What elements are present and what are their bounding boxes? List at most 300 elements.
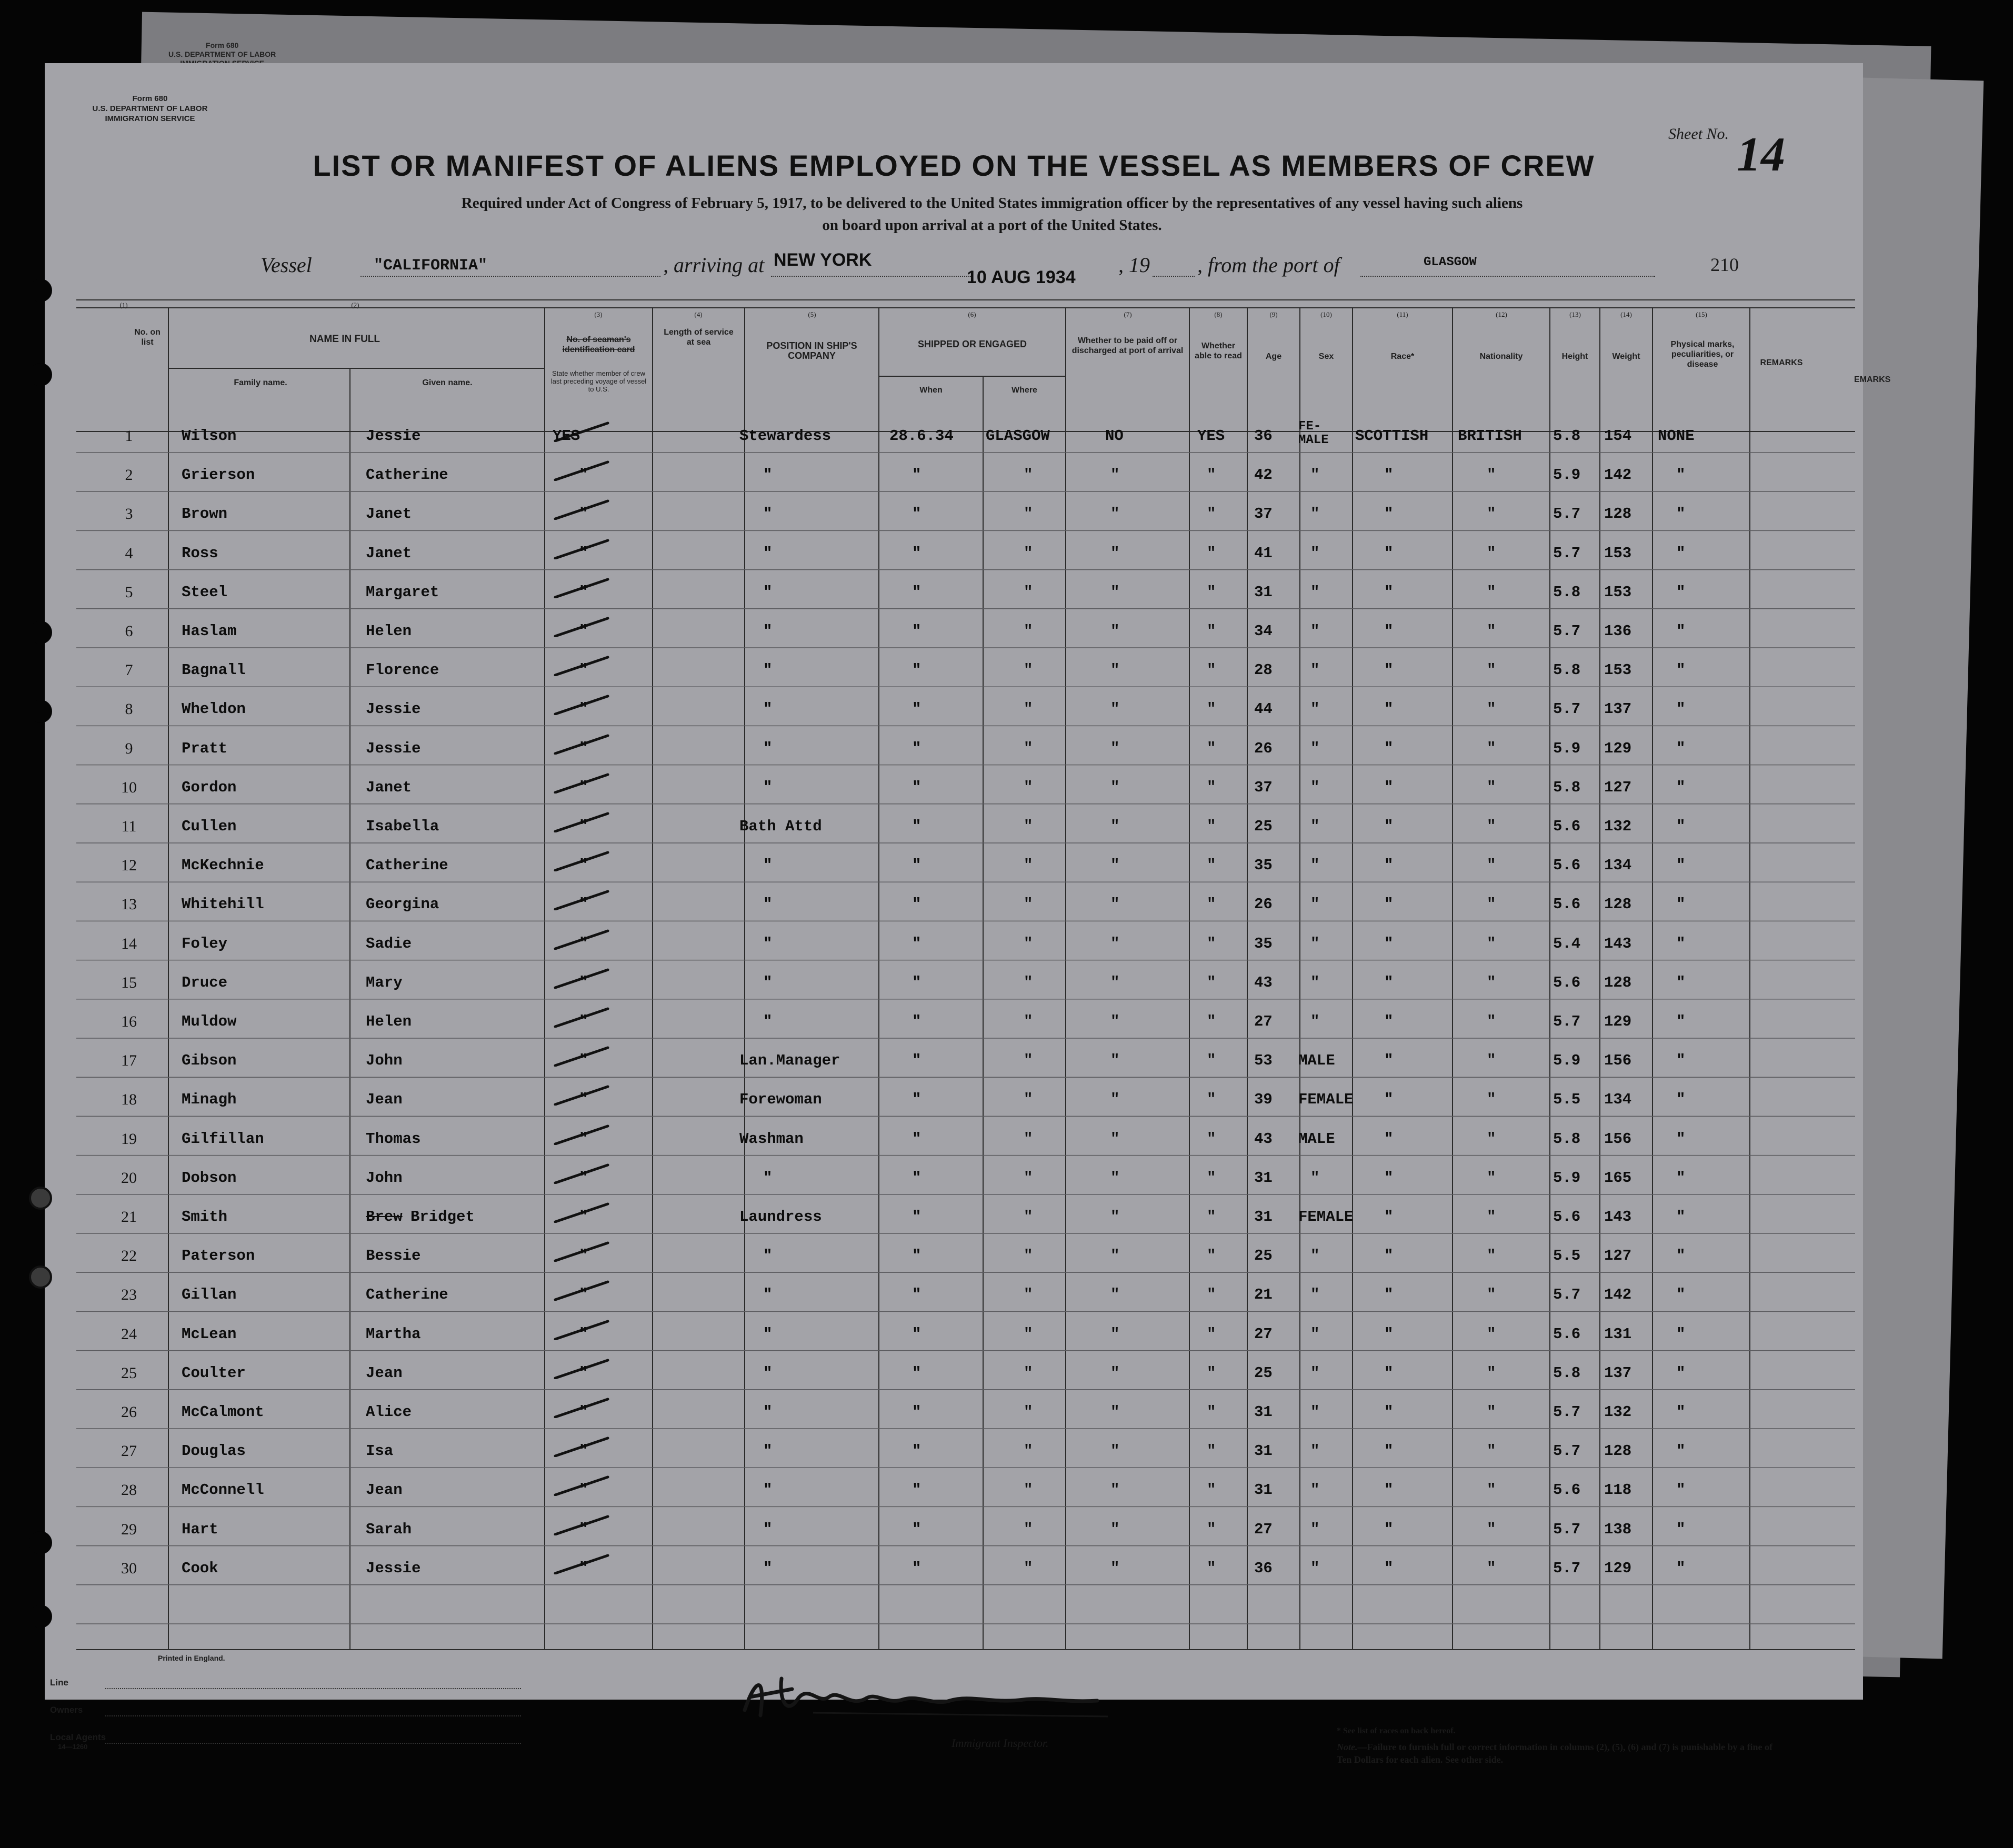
sheet-no-label: Sheet No. xyxy=(1668,125,1729,143)
shipped-where: " xyxy=(1024,739,1033,757)
shipped-when: " xyxy=(912,1559,922,1577)
shipped-where: " xyxy=(1024,1559,1033,1577)
shipped-where: " xyxy=(1024,935,1033,952)
sex: " xyxy=(1310,1403,1320,1421)
physical-marks: " xyxy=(1676,739,1686,757)
paid-off: " xyxy=(1110,1091,1120,1109)
height: 5.6 xyxy=(1553,973,1581,991)
race: " xyxy=(1384,1130,1394,1148)
table-row xyxy=(76,1163,1834,1202)
back-form-dept: U.S. DEPARTMENT OF LABOR xyxy=(168,50,276,58)
position: " xyxy=(763,739,773,757)
table-row xyxy=(76,1358,1834,1397)
col-number: (13) xyxy=(1569,310,1581,318)
owners-label: Owners xyxy=(50,1705,83,1715)
table-row xyxy=(76,772,1834,811)
physical-marks: " xyxy=(1676,622,1686,640)
punch-hole xyxy=(29,1266,52,1289)
paid-off: " xyxy=(1110,818,1120,835)
shipped-where: " xyxy=(1024,973,1033,991)
row-number: 11 xyxy=(121,818,137,835)
table-row xyxy=(76,694,1834,733)
nationality: " xyxy=(1487,1052,1496,1070)
position: " xyxy=(763,857,773,875)
sex: FEMALE xyxy=(1298,1091,1354,1109)
arrival-date-stamp: 10 AUG 1934 xyxy=(967,267,1076,287)
shipped-when: " xyxy=(912,1169,922,1187)
weight: 128 xyxy=(1604,505,1632,523)
table-row xyxy=(76,1280,1834,1319)
weight: 142 xyxy=(1604,1286,1632,1304)
col-number: (6) xyxy=(968,310,976,318)
family-name: Gibson xyxy=(182,1052,237,1070)
physical-marks: " xyxy=(1676,818,1686,835)
col-number: (4) xyxy=(694,310,703,318)
previous-voyage: " xyxy=(579,818,588,835)
vessel-name: "CALIFORNIA" xyxy=(374,257,488,275)
weight: 128 xyxy=(1604,973,1632,991)
position: " xyxy=(763,1247,773,1265)
age: 25 xyxy=(1254,818,1273,835)
position: Forewoman xyxy=(739,1091,822,1109)
weight: 154 xyxy=(1604,427,1632,445)
sex: " xyxy=(1310,1520,1320,1538)
row-number: 29 xyxy=(121,1520,137,1538)
age: 31 xyxy=(1254,1169,1273,1187)
age: 41 xyxy=(1254,544,1273,562)
row-number: 13 xyxy=(121,896,137,913)
races-note: * See list of races on back hereof. xyxy=(1337,1726,1456,1735)
able-to-read: " xyxy=(1207,896,1216,913)
position: " xyxy=(763,1403,773,1421)
height: 5.6 xyxy=(1553,1208,1581,1226)
page-subtitle xyxy=(255,192,1729,236)
shipped-where: " xyxy=(1024,818,1033,835)
nationality: " xyxy=(1487,1247,1496,1265)
race: " xyxy=(1384,935,1394,952)
given-name: Helen xyxy=(366,622,412,640)
previous-voyage: " xyxy=(579,1481,588,1499)
paid-off: " xyxy=(1110,700,1120,718)
given-name: Jessie xyxy=(366,427,421,445)
age: 53 xyxy=(1254,1052,1273,1070)
nationality: " xyxy=(1487,778,1496,796)
form-code: 14—1260 xyxy=(58,1743,88,1751)
race: " xyxy=(1384,505,1394,523)
given-name: Georgina xyxy=(366,896,439,913)
previous-voyage: " xyxy=(579,1091,588,1109)
height: 5.6 xyxy=(1553,818,1581,835)
physical-marks: " xyxy=(1676,1364,1686,1382)
given-name: Bessie xyxy=(366,1247,421,1265)
punch-hole xyxy=(29,1187,52,1210)
line-field xyxy=(105,1688,521,1689)
shipped-when: " xyxy=(912,1286,922,1304)
table-row xyxy=(76,1553,1834,1592)
family-name: Brown xyxy=(182,505,228,523)
previous-voyage: " xyxy=(579,1052,588,1070)
shipped-when: " xyxy=(912,1520,922,1538)
age: 35 xyxy=(1254,857,1273,875)
physical-marks: " xyxy=(1676,857,1686,875)
nationality: " xyxy=(1487,1364,1496,1382)
col-number: (3) xyxy=(594,310,603,318)
family-name: McKechnie xyxy=(182,857,264,875)
shipped-where: " xyxy=(1024,466,1033,484)
paid-off: " xyxy=(1110,1208,1120,1226)
position: " xyxy=(763,778,773,796)
family-name: Pratt xyxy=(182,739,228,757)
age: 31 xyxy=(1254,583,1273,601)
race: " xyxy=(1384,896,1394,913)
col-number: (15) xyxy=(1696,310,1707,318)
paid-off: " xyxy=(1110,1052,1120,1070)
able-to-read: " xyxy=(1207,1208,1216,1226)
sex: " xyxy=(1310,778,1320,796)
age: 36 xyxy=(1254,427,1273,445)
shipped-when: " xyxy=(912,1247,922,1265)
given-name: Catherine xyxy=(366,857,448,875)
weight: 153 xyxy=(1604,583,1632,601)
sex: " xyxy=(1310,1481,1320,1499)
table-row xyxy=(76,538,1834,577)
shipped-where: " xyxy=(1024,1091,1033,1109)
age: 37 xyxy=(1254,778,1273,796)
race: " xyxy=(1384,1403,1394,1421)
header-race: Race* xyxy=(1390,352,1415,361)
able-to-read: " xyxy=(1207,973,1216,991)
shipped-where: " xyxy=(1024,622,1033,640)
physical-marks: " xyxy=(1676,1403,1686,1421)
department: U.S. DEPARTMENT OF LABOR xyxy=(92,104,208,113)
age: 31 xyxy=(1254,1403,1273,1421)
fine-note xyxy=(1337,1741,1789,1766)
table-row xyxy=(76,1397,1834,1436)
shipped-when: " xyxy=(912,1364,922,1382)
shipped-where: " xyxy=(1024,661,1033,679)
shipped-where: " xyxy=(1024,1403,1033,1421)
race: " xyxy=(1384,818,1394,835)
family-name: Gillan xyxy=(182,1286,237,1304)
sex: FEMALE xyxy=(1298,1208,1354,1226)
weight: 128 xyxy=(1604,896,1632,913)
height: 5.8 xyxy=(1553,661,1581,679)
punch-hole xyxy=(29,621,52,644)
position: " xyxy=(763,466,773,484)
position: " xyxy=(763,896,773,913)
punch-hole xyxy=(29,363,52,386)
family-name: Coulter xyxy=(182,1364,246,1382)
weight: 128 xyxy=(1604,1442,1632,1460)
shipped-where: " xyxy=(1024,1052,1033,1070)
position: " xyxy=(763,1364,773,1382)
position: Lan.Manager xyxy=(739,1052,840,1070)
height: 5.9 xyxy=(1553,466,1581,484)
punch-hole xyxy=(29,279,52,302)
sex: " xyxy=(1310,1286,1320,1304)
height: 5.8 xyxy=(1553,1130,1581,1148)
table-row xyxy=(76,499,1834,538)
able-to-read: " xyxy=(1207,857,1216,875)
paid-off: " xyxy=(1110,1442,1120,1460)
header-shipped: SHIPPED OR ENGAGED xyxy=(917,339,1027,349)
paid-off: " xyxy=(1110,1130,1120,1148)
paid-off: " xyxy=(1110,778,1120,796)
age: 21 xyxy=(1254,1286,1273,1304)
row-number: 3 xyxy=(125,505,133,523)
able-to-read: " xyxy=(1207,622,1216,640)
nationality: " xyxy=(1487,896,1496,913)
race: " xyxy=(1384,857,1394,875)
race: " xyxy=(1384,1013,1394,1030)
physical-marks: " xyxy=(1676,700,1686,718)
position: " xyxy=(763,1286,773,1304)
nationality: " xyxy=(1487,622,1496,640)
race: " xyxy=(1384,1364,1394,1382)
race: " xyxy=(1384,1481,1394,1499)
position: " xyxy=(763,1520,773,1538)
given-name: Mary xyxy=(366,973,403,991)
age: 28 xyxy=(1254,661,1273,679)
sex: " xyxy=(1310,661,1320,679)
shipped-when: " xyxy=(912,1403,922,1421)
shipped-when: " xyxy=(912,778,922,796)
nationality: " xyxy=(1487,1520,1496,1538)
physical-marks: " xyxy=(1676,1247,1686,1265)
header-no-on-list: No. on list xyxy=(134,328,161,347)
col-number: (9) xyxy=(1269,310,1278,318)
sex: " xyxy=(1310,973,1320,991)
shipped-where: " xyxy=(1024,1364,1033,1382)
sex: " xyxy=(1310,935,1320,952)
shipped-when: " xyxy=(912,466,922,484)
height: 5.7 xyxy=(1553,1442,1581,1460)
previous-voyage: " xyxy=(579,505,588,523)
shipped-where: " xyxy=(1024,1130,1033,1148)
position: " xyxy=(763,1442,773,1460)
position: " xyxy=(763,935,773,952)
nationality: " xyxy=(1487,661,1496,679)
position: " xyxy=(763,661,773,679)
shipped-where: " xyxy=(1024,700,1033,718)
paid-off: " xyxy=(1110,661,1120,679)
race: " xyxy=(1384,700,1394,718)
given-name: Janet xyxy=(366,778,412,796)
row-number: 12 xyxy=(121,857,137,875)
sex: " xyxy=(1310,739,1320,757)
table-row xyxy=(76,1084,1834,1123)
header-length-service: Length of service at sea xyxy=(664,328,734,347)
age: 31 xyxy=(1254,1208,1273,1226)
previous-voyage: " xyxy=(579,700,588,718)
year-label: , 19 xyxy=(1118,253,1150,277)
position: " xyxy=(763,583,773,601)
header-given-name: Given name. xyxy=(422,378,473,387)
col-number: (5) xyxy=(808,310,816,318)
given-name: Margaret xyxy=(366,583,439,601)
race: " xyxy=(1384,1442,1394,1460)
height: 5.9 xyxy=(1553,1169,1581,1187)
family-name: Haslam xyxy=(182,622,237,640)
header-name-in-full: NAME IN FULL xyxy=(309,334,380,345)
nationality: " xyxy=(1487,1169,1496,1187)
family-name: McLean xyxy=(182,1325,237,1343)
age: 44 xyxy=(1254,700,1273,718)
owners-field xyxy=(105,1715,521,1716)
row-number: 30 xyxy=(121,1559,137,1577)
nationality: " xyxy=(1487,1442,1496,1460)
position: " xyxy=(763,1559,773,1577)
weight: 137 xyxy=(1604,700,1632,718)
weight: 138 xyxy=(1604,1520,1632,1538)
nationality: " xyxy=(1487,973,1496,991)
height: 5.9 xyxy=(1553,1052,1581,1070)
weight: 143 xyxy=(1604,935,1632,952)
nationality: " xyxy=(1487,739,1496,757)
col-number: (11) xyxy=(1397,310,1408,318)
age: 27 xyxy=(1254,1325,1273,1343)
height: 5.5 xyxy=(1553,1247,1581,1265)
given-name: Jean xyxy=(366,1091,403,1109)
sex: " xyxy=(1310,583,1320,601)
table-row xyxy=(76,1007,1834,1046)
paid-off: " xyxy=(1110,505,1120,523)
table-row xyxy=(76,1241,1834,1280)
height: 5.7 xyxy=(1553,505,1581,523)
nationality: " xyxy=(1487,1130,1496,1148)
header-when: When xyxy=(919,386,943,395)
race: " xyxy=(1384,466,1394,484)
position: Stewardess xyxy=(739,427,832,445)
family-name: Whitehill xyxy=(182,896,264,913)
shipped-when: " xyxy=(912,935,922,952)
from-label: , from the port of xyxy=(1197,253,1340,277)
able-to-read: YES xyxy=(1197,427,1225,445)
local-agents-field xyxy=(105,1743,521,1744)
table-row xyxy=(76,1319,1834,1358)
physical-marks: " xyxy=(1676,1130,1686,1148)
shipped-where: " xyxy=(1024,505,1033,523)
given-name: Jessie xyxy=(366,739,421,757)
race: " xyxy=(1384,1208,1394,1226)
shipped-when: " xyxy=(912,818,922,835)
service: IMMIGRATION SERVICE xyxy=(105,114,195,123)
race: " xyxy=(1384,778,1394,796)
table-row xyxy=(76,460,1834,499)
col-number: (14) xyxy=(1620,310,1632,318)
given-name: Alice xyxy=(366,1403,412,1421)
row-number: 4 xyxy=(125,544,133,562)
back-form-number: Form 680 xyxy=(206,41,239,49)
previous-voyage: " xyxy=(579,1169,588,1187)
family-name: Wheldon xyxy=(182,700,246,718)
physical-marks: " xyxy=(1676,1052,1686,1070)
physical-marks: " xyxy=(1676,1520,1686,1538)
able-to-read: " xyxy=(1207,1091,1216,1109)
given-name: Helen xyxy=(366,1013,412,1030)
previous-voyage: " xyxy=(579,1286,588,1304)
race: " xyxy=(1384,1169,1394,1187)
vessel-label: Vessel xyxy=(261,253,312,277)
weight: 134 xyxy=(1604,857,1632,875)
col-number: (10) xyxy=(1320,310,1332,318)
physical-marks: " xyxy=(1676,778,1686,796)
age: 37 xyxy=(1254,505,1273,523)
age: 26 xyxy=(1254,896,1273,913)
physical-marks: " xyxy=(1676,1325,1686,1343)
table-row xyxy=(76,1514,1834,1553)
form-number: Form 680 xyxy=(132,94,168,103)
shipped-where: " xyxy=(1024,896,1033,913)
row-number: 21 xyxy=(121,1208,137,1226)
race: " xyxy=(1384,622,1394,640)
family-name: McConnell xyxy=(182,1481,264,1499)
able-to-read: " xyxy=(1207,1559,1216,1577)
position: " xyxy=(763,973,773,991)
row-number: 8 xyxy=(125,700,133,718)
weight: 118 xyxy=(1604,1481,1632,1499)
given-name: Catherine xyxy=(366,466,448,484)
shipped-when: " xyxy=(912,1130,922,1148)
previous-voyage: " xyxy=(579,896,588,913)
paid-off: " xyxy=(1110,1481,1120,1499)
given-name: Isa xyxy=(366,1442,394,1460)
sex: " xyxy=(1310,1442,1320,1460)
physical-marks: " xyxy=(1676,1481,1686,1499)
shipped-where: " xyxy=(1024,544,1033,562)
shipped-when: " xyxy=(912,505,922,523)
table-row xyxy=(76,1202,1834,1241)
physical-marks: " xyxy=(1676,466,1686,484)
punch-hole xyxy=(29,700,52,723)
weight: 142 xyxy=(1604,466,1632,484)
header-paid-off: Whether to be paid off or discharged at port of arrival xyxy=(1071,336,1184,355)
race: SCOTTISH xyxy=(1355,427,1429,445)
able-to-read: " xyxy=(1207,544,1216,562)
shipped-where: " xyxy=(1024,1013,1033,1030)
able-to-read: " xyxy=(1207,1364,1216,1382)
position: Washman xyxy=(739,1130,804,1148)
age: 36 xyxy=(1254,1559,1273,1577)
race: " xyxy=(1384,1325,1394,1343)
nationality: " xyxy=(1487,1559,1496,1577)
header-remarks-next-sheet: EMARKS xyxy=(1854,375,1891,384)
row-number: 24 xyxy=(121,1325,137,1343)
header-position: POSITION IN SHIP'S COMPANY xyxy=(766,340,857,361)
sex: " xyxy=(1310,1364,1320,1382)
race: " xyxy=(1384,1559,1394,1577)
shipped-where: " xyxy=(1024,778,1033,796)
position: " xyxy=(763,700,773,718)
col-number: (1) xyxy=(119,301,128,309)
shipped-when: " xyxy=(912,857,922,875)
paid-off: " xyxy=(1110,1559,1120,1577)
previous-voyage: " xyxy=(579,778,588,796)
paid-off: " xyxy=(1110,544,1120,562)
footer-notes xyxy=(1337,1725,1789,1766)
able-to-read: " xyxy=(1207,818,1216,835)
physical-marks: " xyxy=(1676,1091,1686,1109)
height: 5.6 xyxy=(1553,896,1581,913)
paid-off: " xyxy=(1110,1325,1120,1343)
height: 5.9 xyxy=(1553,739,1581,757)
height: 5.7 xyxy=(1553,622,1581,640)
physical-marks: " xyxy=(1676,1559,1686,1577)
able-to-read: " xyxy=(1207,739,1216,757)
weight: 156 xyxy=(1604,1052,1632,1070)
table-row xyxy=(76,734,1834,772)
race: " xyxy=(1384,661,1394,679)
